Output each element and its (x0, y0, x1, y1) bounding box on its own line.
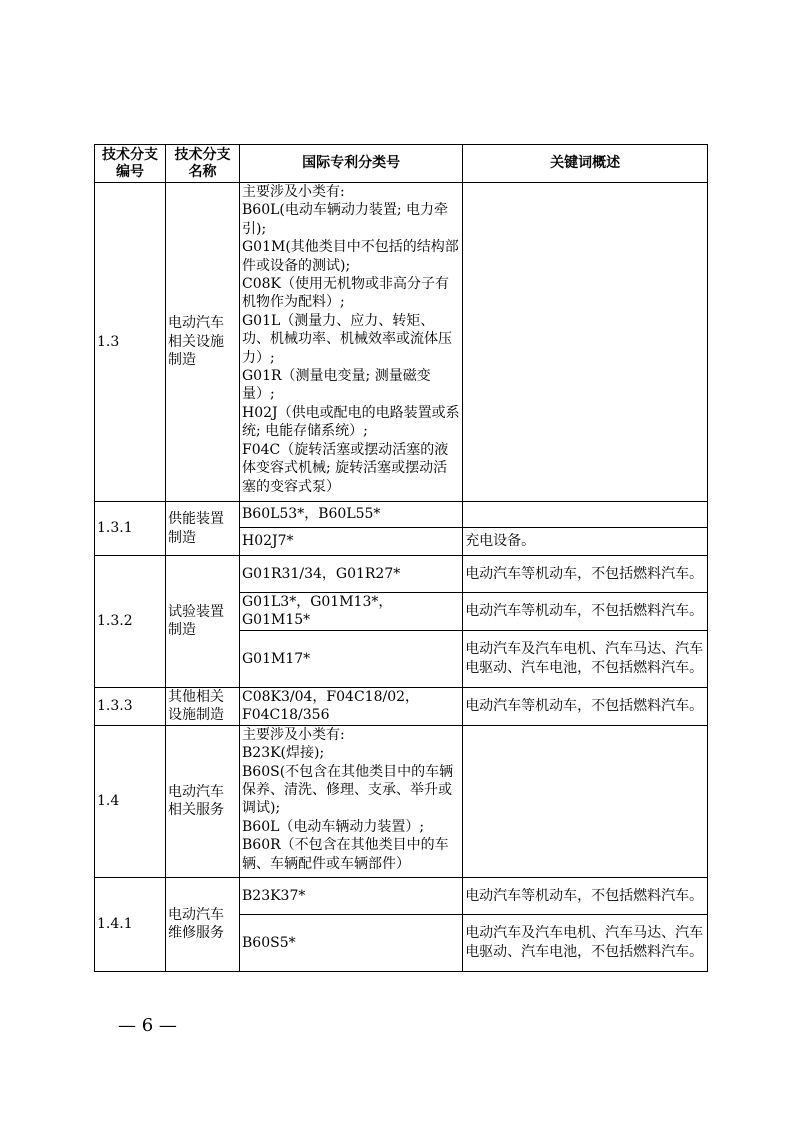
table-row (95, 877, 708, 914)
branch-name: 电动汽车相关服务 (165, 725, 239, 877)
branch-name: 电动汽车相关设施制造 (165, 183, 239, 502)
header-row (95, 145, 708, 183)
header-branch-name: 技术分支名称 (165, 145, 239, 183)
branch-no: 1.4.1 (95, 877, 166, 971)
keywords-cell: 电动汽车等机动车，不包括燃料汽车。 (463, 877, 708, 914)
branch-name: 电动汽车维修服务 (165, 877, 239, 971)
table-row (95, 556, 708, 593)
table-row (95, 725, 708, 877)
ipc-cell: B23K37* (240, 877, 463, 914)
branch-name: 试验装置制造 (165, 556, 239, 688)
table-row (95, 183, 708, 502)
ipc-cell: 主要涉及小类有: B60L(电动车辆动力装置; 电力牵引); G01M(其他类目中不包括的结构部件或设备的测试); C08K（使用无机物或非高分子有机物作为配料）; G01L（测量力、应力、转矩、功、机械功率、机械效率或流体压力）; G01R（测量电变量; 测量磁变量）; H02J（供电或配电的电路装置或系统; 电能存储系统）; F04C（旋转活塞或摆动活塞的液体变容式机械; 旋转活塞或摆动活塞的变容式泵） (240, 183, 463, 502)
keywords-cell: 电动汽车等机动车，不包括燃料汽车。 (463, 687, 708, 725)
classification-table (94, 144, 708, 972)
branch-no: 1.3.1 (95, 502, 166, 556)
ipc-cell: C08K3/04，F04C18/02，F04C18/356 (240, 687, 463, 725)
keywords-cell: 电动汽车等机动车，不包括燃料汽车。 (463, 556, 708, 593)
keywords-cell: 电动汽车及汽车电机、汽车马达、汽车电驱动、汽车电池，不包括燃料汽车。 (463, 630, 708, 687)
keywords-cell (463, 725, 708, 877)
branch-no: 1.3.2 (95, 556, 166, 688)
ipc-cell: B60S5* (240, 914, 463, 971)
branch-no: 1.3 (95, 183, 166, 502)
table-row (95, 502, 708, 528)
header-keywords: 关键词概述 (463, 145, 708, 183)
branch-name: 其他相关设施制造 (165, 687, 239, 725)
table-row (95, 687, 708, 725)
keywords-cell: 电动汽车等机动车，不包括燃料汽车。 (463, 593, 708, 631)
branch-no: 1.3.3 (95, 687, 166, 725)
ipc-cell: H02J7* (240, 528, 463, 556)
ipc-cell: G01M17* (240, 630, 463, 687)
branch-name: 供能装置制造 (165, 502, 239, 556)
page-number: — 6 — (118, 1015, 177, 1036)
ipc-cell: B60L53*，B60L55* (240, 502, 463, 528)
header-branch-no: 技术分支编号 (95, 145, 166, 183)
header-ipc: 国际专利分类号 (240, 145, 463, 183)
branch-no: 1.4 (95, 725, 166, 877)
keywords-cell (463, 502, 708, 528)
keywords-cell: 电动汽车及汽车电机、汽车马达、汽车电驱动、汽车电池，不包括燃料汽车。 (463, 914, 708, 971)
keywords-cell: 充电设备。 (463, 528, 708, 556)
keywords-cell (463, 183, 708, 502)
ipc-cell: 主要涉及小类有: B23K(焊接); B60S(不包含在其他类目中的车辆保养、清洗、修理、支承、举升或调试); B60L（电动车辆动力装置）; B60R（不包含在其他类目中的车辆、车辆配件或车辆部件） (240, 725, 463, 877)
ipc-cell: G01L3*，G01M13*，G01M15* (240, 593, 463, 631)
ipc-cell: G01R31/34，G01R27* (240, 556, 463, 593)
